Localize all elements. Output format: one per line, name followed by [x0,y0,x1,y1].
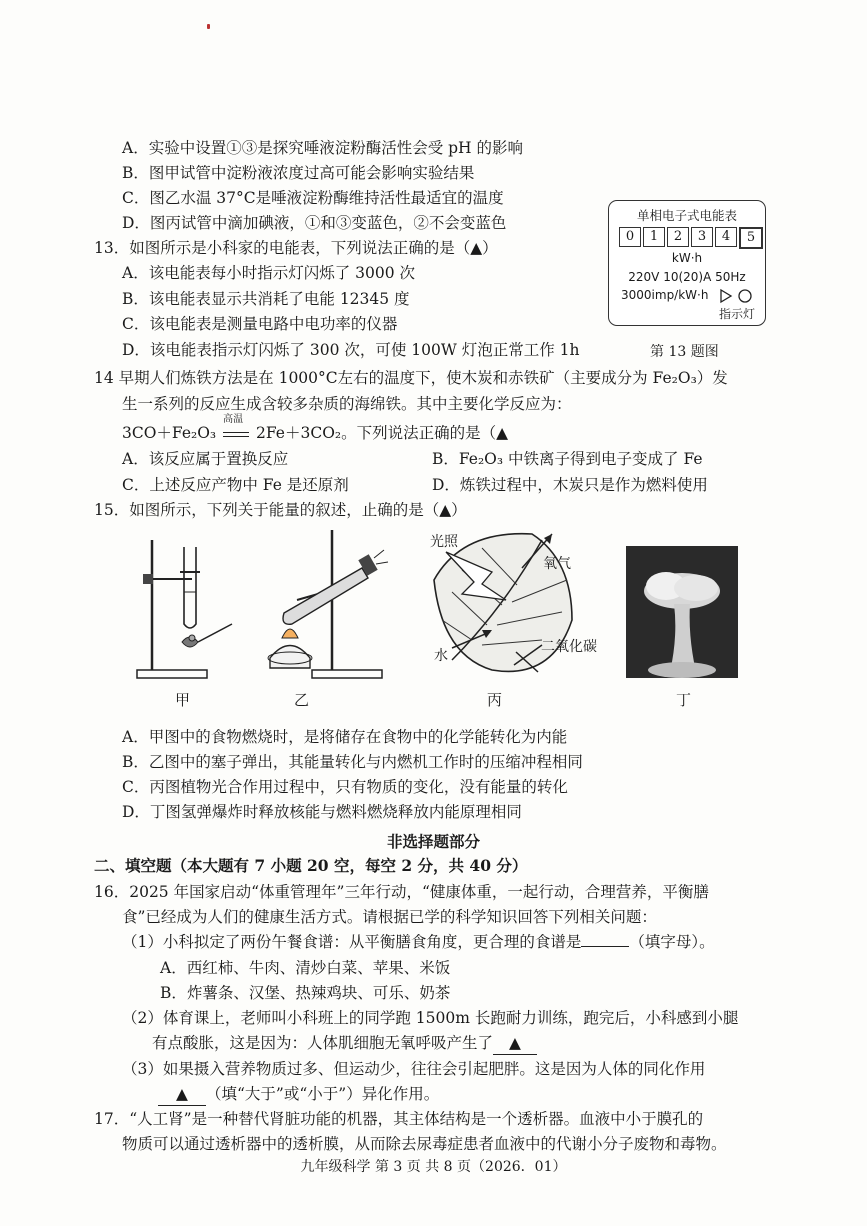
meter-indicator-label: 指示灯 [718,307,755,321]
q16-part1-blank[interactable] [581,946,629,947]
q16-part1-tail: （填字母）。 [629,933,715,951]
q13-option-d: D．该电能表指示灯闪烁了 300 次，可使 100W 灯泡正常工作 1h [122,341,580,359]
q13-figure-caption: 第 13 题图 [650,344,719,360]
q16-option-b: B．炸薯条、汉堡、热辣鸡块、可乐、奶茶 [160,984,451,1002]
q16-part3-line2 [158,1083,439,1106]
figure-label-bing: 丙 [487,691,503,709]
figure-label-yi: 乙 [294,691,310,709]
leaf-label-light: 光照 [430,534,458,550]
q15-option-d: D．丁图氢弹爆炸时释放核能与燃料燃烧释放内能原理相同 [122,803,522,821]
meter-spec: 220V 10(20)A 50Hz [628,270,746,284]
figure-label-ding: 丁 [676,691,692,709]
q15-stem: 15．如图所示，下列关于能量的叙述，止确的是（▲） [94,501,467,519]
meter-digit: 4 [715,227,737,247]
eq-right: 2Fe＋3CO₂。下列说法正确的是（▲ [256,424,509,442]
eq-condition: 高温 [223,414,244,425]
q16-part2-line2 [152,1032,537,1055]
q14-equation [122,414,509,444]
q16-part1 [122,931,715,953]
q16-part3-blank[interactable]: ▲ [158,1083,206,1106]
section-title: 非选择题部分 [386,832,480,851]
q16-part2-blank[interactable]: ▲ [493,1032,537,1055]
figure-label-jia: 甲 [175,691,191,709]
figure-bing-leaf [422,530,612,685]
stray-red-mark [207,24,210,29]
q12-option-b: B．图甲试管中淀粉液浓度过高可能会影响实验结果 [122,164,475,182]
q13-option-a: A．该电能表每小时指示灯闪烁了 3000 次 [122,264,415,282]
q16-stem-line2: 食”已经成为人们的健康生活方式。请根据已学的科学知识回答下列相关问题： [122,908,657,926]
q15-option-b: B．乙图中的塞子弹出，其能量转化与内燃机工作时的压缩冲程相同 [122,753,583,771]
leaf-label-co2: 二氧化碳 [541,639,597,655]
part2-heading: 二、填空题（本大题有 7 小题 20 空，每空 2 分，共 40 分） [94,856,528,875]
q17-line1: 17．“人工肾”是一种替代肾脏功能的机器，其主体结构是一个透析器。血液中小于膜孔的 [94,1110,704,1128]
electric-meter-figure [608,200,766,326]
meter-digit: 5 [739,227,763,249]
meter-digits [619,227,765,249]
eq-arrow [221,414,251,444]
q16-part3-text: （填“大于”或“小于”）异化作用。 [206,1085,440,1103]
q16-part2-line1: （2）体育课上，老师叫小科班上的同学跑 1500m 长跑耐力训练，跑完后，小科感到小腿 [122,1009,739,1027]
q14-option-a: A．该反应属于置换反应 [122,450,289,468]
q14-option-d: D．炼铁过程中，木炭只是作为燃料使用 [432,476,708,494]
figure-yi-test-tube [262,528,392,683]
q14-option-c: C．上述反应产物中 Fe 是还原剂 [122,476,349,494]
meter-digit: 2 [667,227,689,247]
meter-unit: kW·h [671,251,703,265]
meter-imp: 3000imp/kW·h [621,288,709,302]
q15-option-c: C．丙图植物光合作用过程中，只有物质的变化，没有能量的转化 [122,778,568,796]
meter-digit: 3 [691,227,713,247]
indicator-light-icon [719,288,759,304]
q13-option-c: C．该电能表是测量电路中电功率的仪器 [122,315,398,333]
q13-option-b: B．该电能表显示共消耗了电能 12345 度 [122,290,410,308]
meter-title: 单相电子式电能表 [636,208,737,223]
q12-option-a: A．实验中设置①③是探究唾液淀粉酶活性会受 pH 的影响 [122,139,523,157]
q16-part2-text: 有点酸胀，这是因为：人体肌细胞无氧呼吸产生了 [152,1034,494,1052]
q16-part3-line1: （3）如果摄入营养物质过多、但运动少，往往会引起肥胖。这是因为人体的同化作用 [122,1060,706,1078]
q12-option-c: C．图乙水温 37°C是唾液淀粉酶维持活性最适宜的温度 [122,189,504,207]
q12-option-d: D．图丙试管中滴加碘液，①和③变蓝色，②不会变蓝色 [122,214,507,232]
q14-stem-line2: 生一系列的反应生成含较多杂质的海绵铁。其中主要化学反应为： [122,395,572,413]
q16-option-a: A．西红柿、牛肉、清炒白菜、苹果、米饭 [160,959,451,977]
eq-left: 3CO＋Fe₂O₃ [122,424,217,442]
leaf-label-water: 水 [434,648,448,664]
meter-digit: 1 [643,227,665,247]
q16-part1-text: （1）小科拟定了两份午餐食谱：从平衡膳食角度，更合理的食谱是 [122,933,582,951]
page-footer: 九年级科学 第 3 页 共 8 页（2026．01） [300,1159,567,1175]
figure-jia-burning-food [132,532,242,682]
leaf-label-oxygen: 氧气 [543,556,571,572]
q16-stem-line1: 16．2025 年国家启动“体重管理年”三年行动，“健康体重，一起行动，合理营养，平衡膳 [94,883,709,901]
q14-stem-line1: 14 早期人们炼铁方法是在 1000°C左右的温度下，使木炭和赤铁矿（主要成分为 Fe₂O₃）发 [94,369,728,387]
figure-ding-mushroom-cloud [626,546,738,678]
q17-line2: 物质可以通过透析器中的透析膜，从而除去尿毒症患者血液中的代谢小分子废物和毒物。 [122,1135,727,1153]
q14-option-b: B．Fe₂O₃ 中铁离子得到电子变成了 Fe [432,450,703,468]
q15-option-a: A．甲图中的食物燃烧时，是将储存在食物中的化学能转化为内能 [122,728,568,746]
q13-stem: 13．如图所示是小科家的电能表，下列说法正确的是（▲） [94,239,498,257]
meter-digit: 0 [619,227,641,247]
